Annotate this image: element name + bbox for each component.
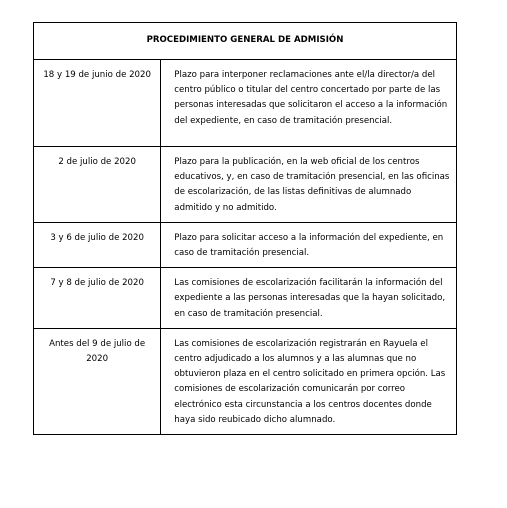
- date-cell: 2 de julio de 2020: [34, 147, 161, 223]
- table-row: [34, 222, 457, 267]
- table-row: [34, 147, 457, 223]
- date-cell: Antes del 9 de julio de 2020: [34, 328, 161, 434]
- table-row: [34, 328, 457, 434]
- description-cell: Las comisiones de escolarización facilitarán la información del expediente a las personas interesadas que la hayan solicitado, en caso de tramitación presencial.: [161, 268, 457, 329]
- description-cell: Plazo para la publicación, en la web oficial de los centros educativos, y, en caso de tramitación presencial, en las oficinas de escolarización, de las listas definitivas de alumnado admitido y no admitido.: [161, 147, 457, 223]
- description-cell: Las comisiones de escolarización registrarán en Rayuela el centro adjudicado a los alumnos y a las alumnas que no obtuvieron plaza en el centro solicitado en primera opción. Las comisiones de escolarización comunicarán por correo electrónico esta circunstancia a los centros docentes donde haya sido reubicado dicho alumnado.: [161, 328, 457, 434]
- table-row: [34, 268, 457, 329]
- description-cell: Plazo para solicitar acceso a la información del expediente, en caso de tramitación presencial.: [161, 222, 457, 267]
- table-title: PROCEDIMIENTO GENERAL DE ADMISIÓN: [34, 23, 457, 60]
- date-cell: 3 y 6 de julio de 2020: [34, 222, 161, 267]
- table-row: [34, 60, 457, 147]
- description-cell: Plazo para interponer reclamaciones ante el/la director/a del centro público o titular del centro concertado por parte de las personas interesadas que solicitaron el acceso a la información del expediente, en caso de tramitación presencial.: [161, 60, 457, 147]
- admission-procedure-table: [33, 22, 457, 435]
- table-header-row: [34, 23, 457, 60]
- date-cell: 18 y 19 de junio de 2020: [34, 60, 161, 147]
- date-cell: 7 y 8 de julio de 2020: [34, 268, 161, 329]
